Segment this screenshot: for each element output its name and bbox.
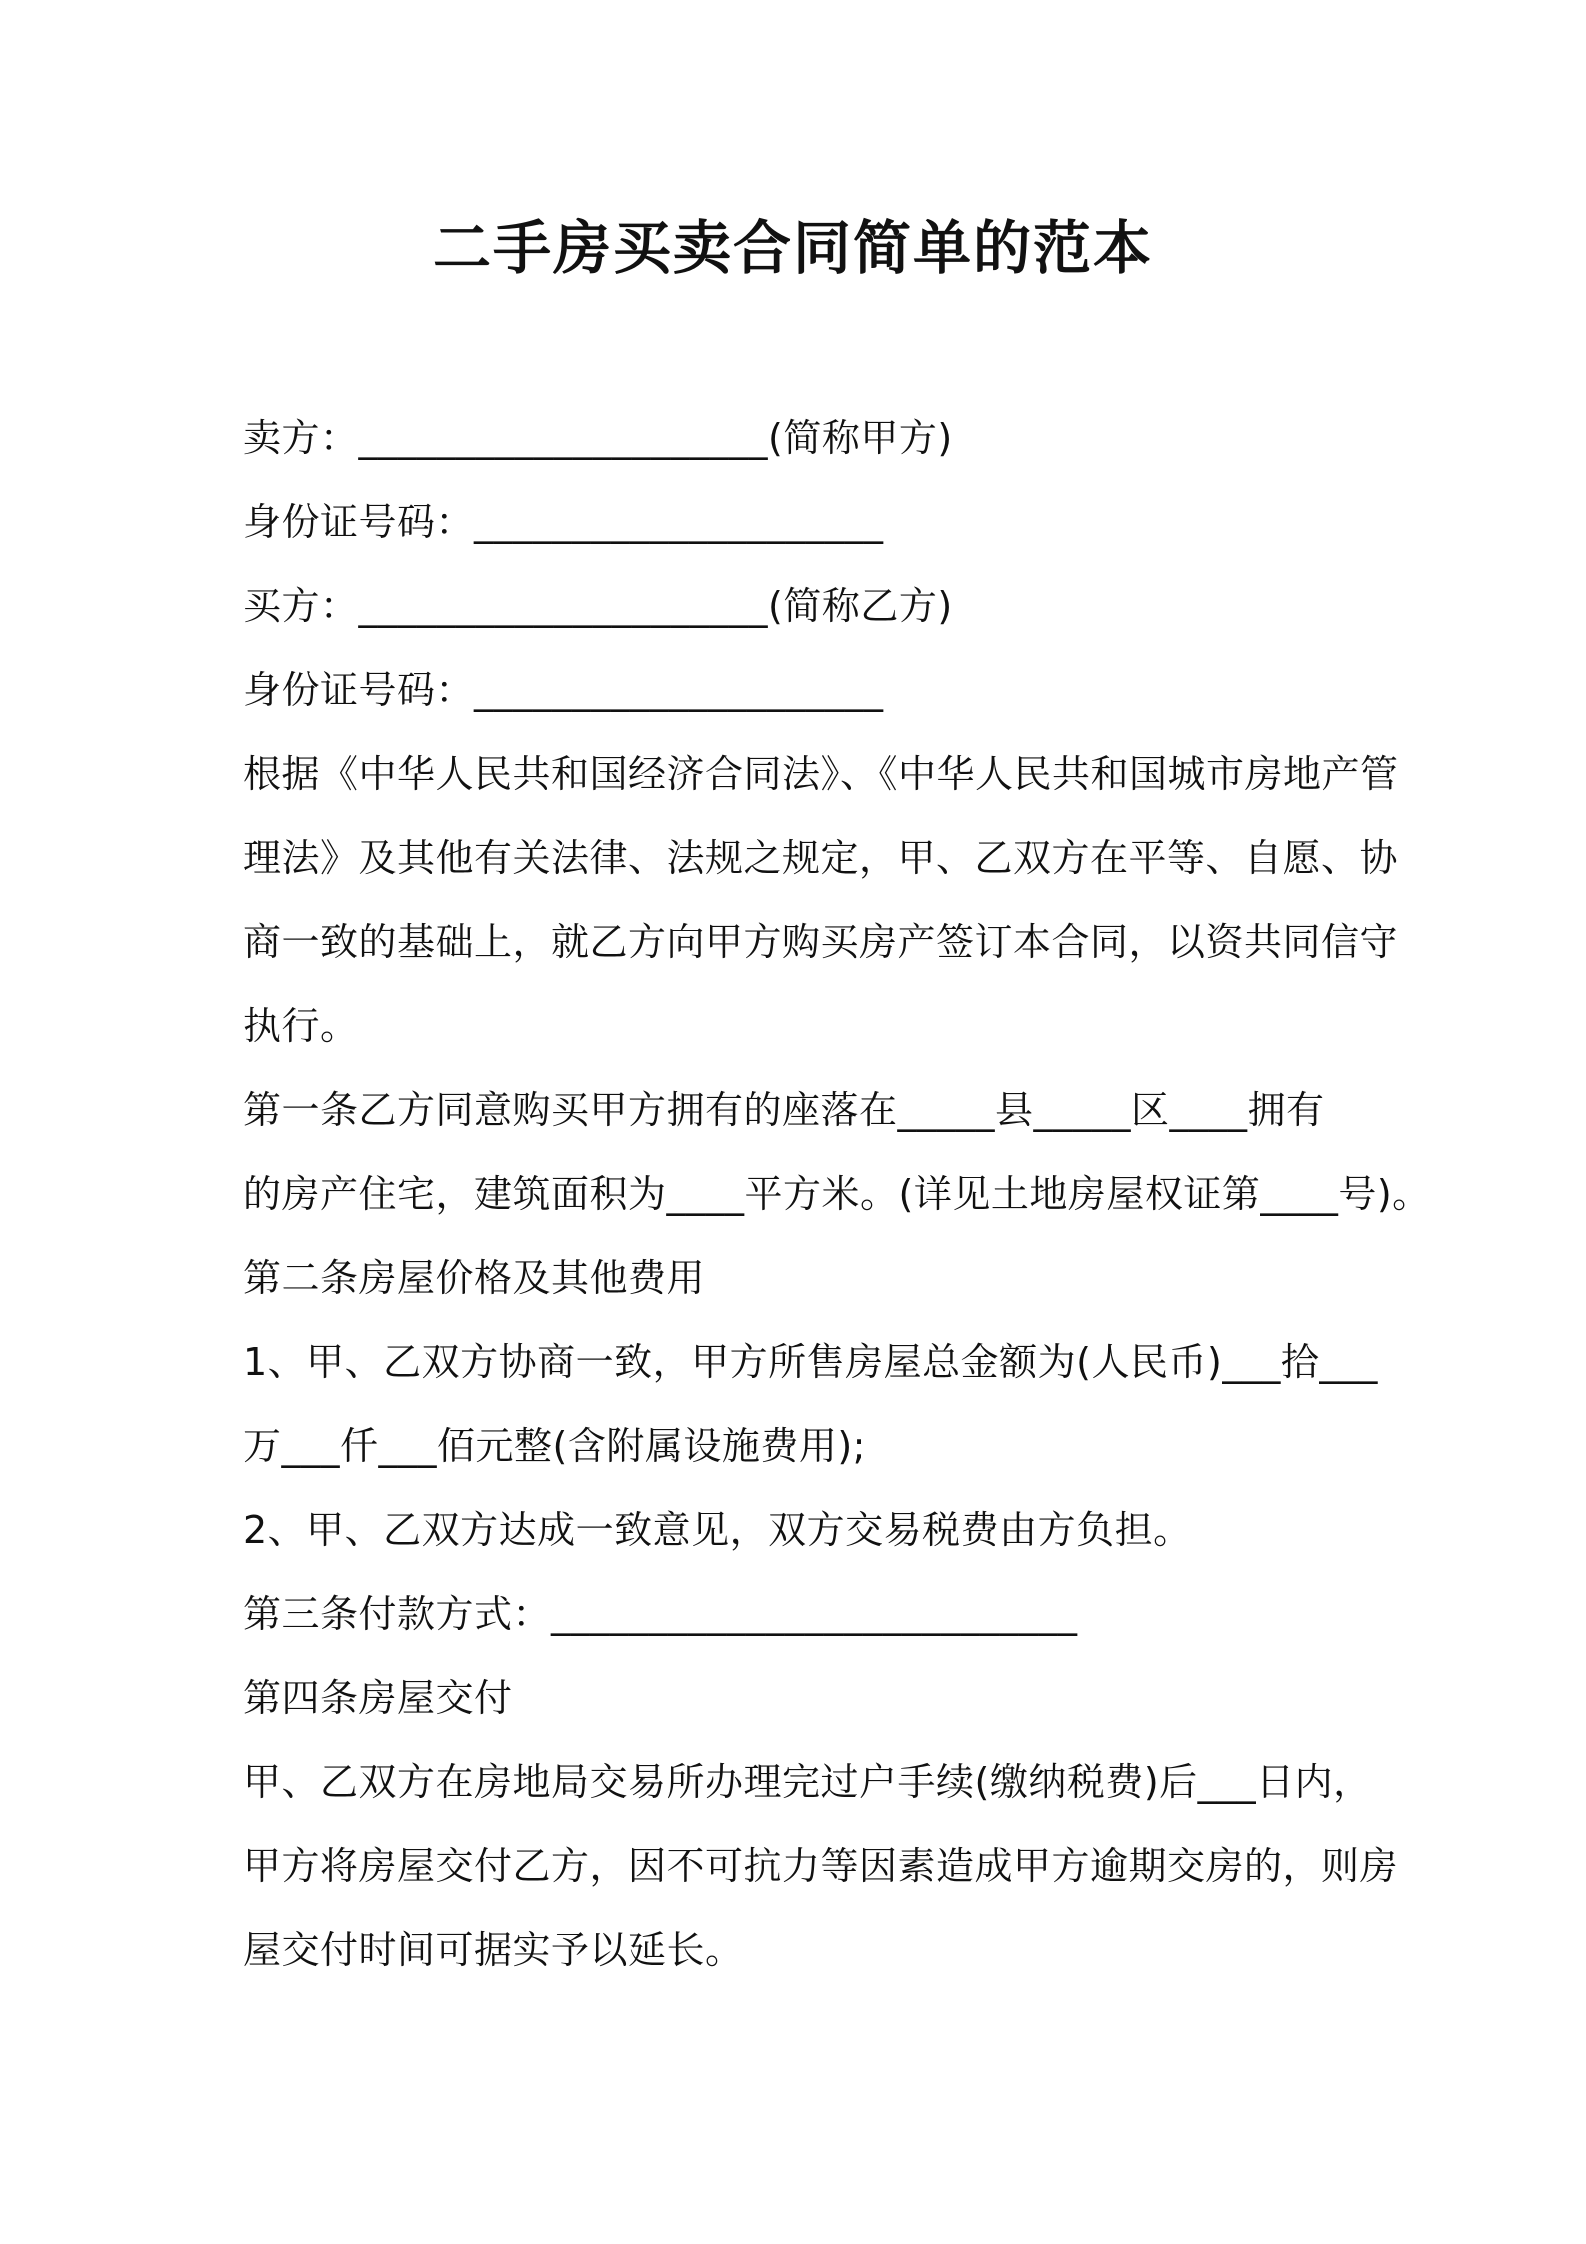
seller-id-line: 身份证号码：_____________________ [243, 500, 884, 544]
article-2-item-1-line-2: 万___仟___佰元整(含附属设施费用); [243, 1424, 866, 1468]
preamble-line-3: 商一致的基础上，就乙方向甲方购买房产签订本合同，以资共同信守 [243, 920, 1399, 964]
article-1-line-1: 第一条乙方同意购买甲方拥有的座落在_____县_____区____拥有 [243, 1088, 1325, 1132]
article-2-item-2: 2、甲、乙双方达成一致意见，双方交易税费由方负担。 [243, 1508, 1192, 1552]
buyer-id-line: 身份证号码：_____________________ [243, 668, 884, 712]
document-title: 二手房买卖合同简单的范本 [432, 214, 1153, 282]
article-1-line-2: 的房产住宅，建筑面积为____平方米。(详见土地房屋权证第____号)。 [243, 1172, 1431, 1216]
article-4-line-2: 甲方将房屋交付乙方，因不可抗力等因素造成甲方逾期交房的，则房 [243, 1844, 1399, 1888]
preamble-line-1: 根据《中华人民共和国经济合同法》、《中华人民共和国城市房地产管 [243, 752, 1399, 796]
article-4-heading: 第四条房屋交付 [243, 1676, 513, 1720]
buyer-line: 买方：_____________________(简称乙方) [243, 584, 953, 628]
preamble-line-4: 执行。 [243, 1004, 359, 1048]
article-2-heading: 第二条房屋价格及其他费用 [243, 1256, 706, 1300]
article-4-line-3: 屋交付时间可据实予以延长。 [243, 1928, 744, 1972]
seller-line: 卖方：_____________________(简称甲方) [243, 416, 953, 460]
article-3-line: 第三条付款方式：___________________________ [243, 1592, 1078, 1636]
article-2-item-1-line-1: 1、甲、乙双方协商一致，甲方所售房屋总金额为(人民币)___拾___ [243, 1340, 1378, 1384]
preamble-line-2: 理法》及其他有关法律、法规之规定，甲、乙双方在平等、自愿、协 [243, 836, 1399, 880]
article-4-line-1: 甲、乙双方在房地局交易所办理完过户手续(缴纳税费)后___日内， [243, 1760, 1372, 1804]
